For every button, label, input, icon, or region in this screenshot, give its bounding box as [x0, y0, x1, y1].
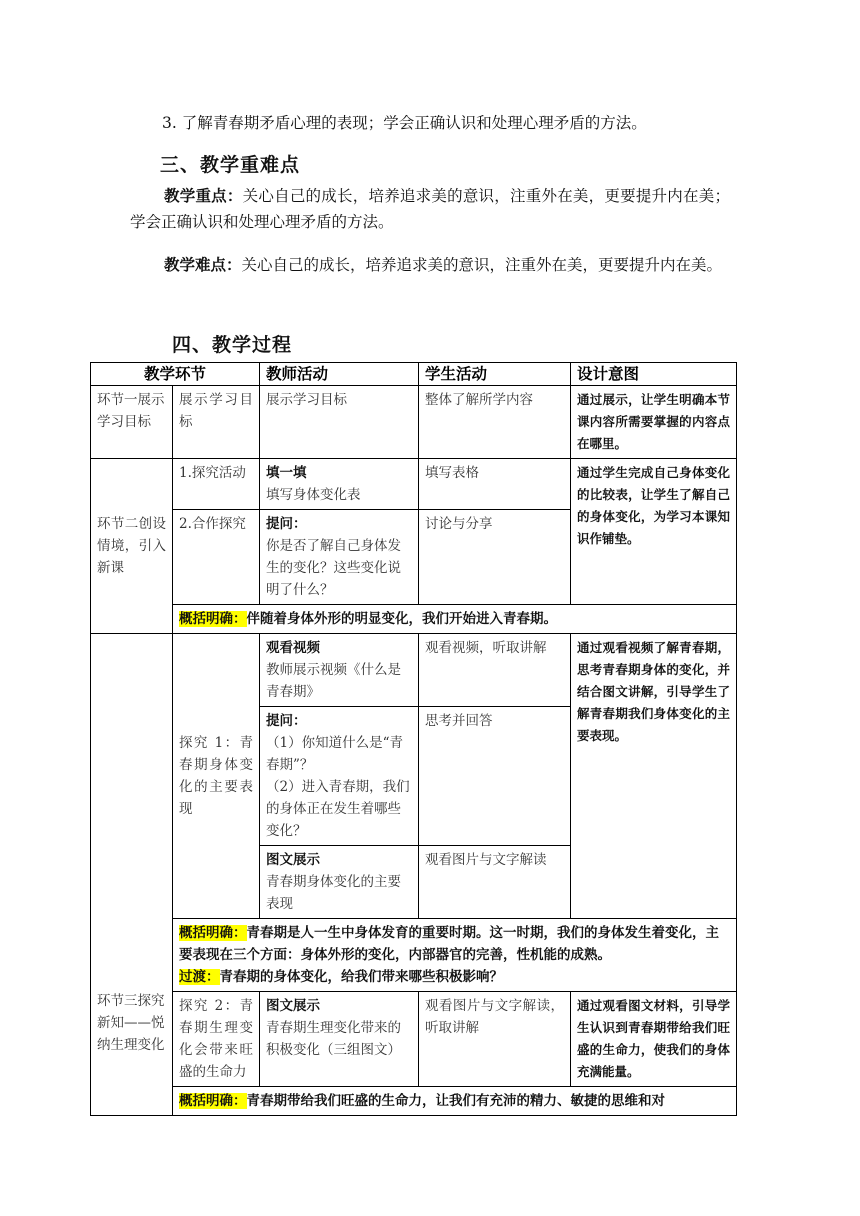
teaching-process-table [90, 362, 737, 1116]
teacher-activity-title: 填一填 [266, 465, 307, 481]
transition-label: 过渡： [179, 969, 220, 985]
student-cell: 讨论与分享 [419, 510, 571, 605]
table-row [91, 459, 737, 510]
student-cell: 观看图片与文字解读 [419, 846, 571, 919]
question-2: （2）进入青春期，我们的身体正在发生着哪些变化？ [266, 779, 410, 839]
stage-cell: 环节三探究新知——悦纳生理变化 [91, 634, 173, 1116]
teacher-cell [260, 634, 419, 707]
teacher-activity-body: 青春期生理变化带来的积极变化（三组图文） [266, 1020, 402, 1058]
sub-stage-cell: 探究 2：青春期生理变化会带来旺盛的生命力 [173, 992, 260, 1087]
sub-stage-cell: 1.探究活动 [173, 459, 260, 510]
table-header-row [91, 363, 737, 386]
table-row [91, 605, 737, 634]
difficult-points-paragraph [130, 252, 730, 278]
table-row [91, 919, 737, 992]
teacher-activity-title: 图文展示 [266, 852, 321, 868]
table-row [91, 1087, 737, 1116]
student-cell: 思考并回答 [419, 707, 571, 846]
student-cell: 观看图片与文字解读，听取讲解 [419, 992, 571, 1087]
student-cell: 填写表格 [419, 459, 571, 510]
summary-text: 青春期带给我们旺盛的生命力，让我们有充沛的精力、敏捷的思维和对 [246, 1093, 665, 1109]
teacher-activity-title: 图文展示 [266, 998, 321, 1014]
sub-stage-cell: 探究 1：青春期身体变化的主要表现 [173, 634, 260, 919]
summary-label: 概括明确： [179, 611, 247, 627]
intent-cell: 通过展示，让学生明确本节课内容所需要掌握的内容点在哪里。 [571, 386, 737, 459]
teacher-cell [260, 707, 419, 846]
teacher-activity-title: 提问： [266, 516, 307, 532]
objective-item-3: 3. 了解青春期矛盾心理的表现；学会正确认识和处理心理矛盾的方法。 [162, 114, 647, 132]
stage-cell: 环节一展示学习目标 [91, 386, 173, 459]
teacher-activity-body: 青春期身体变化的主要表现 [266, 874, 402, 912]
sub-stage-cell: 2.合作探究 [173, 510, 260, 605]
header-teacher: 教师活动 [260, 363, 419, 386]
summary-text: 青春期是人一生中身体发育的重要时期。这一时期，我们的身体发生着变化，主要表现在三个方面：身体外形的变化，内部器官的完善，性机能的成熟。 [179, 925, 719, 963]
summary-cell [173, 605, 737, 634]
teacher-activity-title: 观看视频 [266, 640, 321, 656]
table-row [91, 634, 737, 707]
question-1: （1）你知道什么是“青春期”？ [266, 735, 404, 773]
teacher-activity-body: 你是否了解自己身体发生的变化？这些变化说明了什么？ [266, 538, 402, 598]
difficult-points-label: 教学难点： [164, 256, 242, 274]
table-row [91, 992, 737, 1087]
intent-cell: 通过观看视频了解青春期，思考青春期身体的变化，并结合图文讲解，引导学生了解青春期我们身体变化的主要表现。 [571, 634, 737, 919]
section-heading-process: 四、教学过程 [172, 334, 293, 356]
student-cell: 观看视频，听取讲解 [419, 634, 571, 707]
teacher-cell [260, 459, 419, 510]
key-points-paragraph [130, 183, 730, 235]
header-student: 学生活动 [419, 363, 571, 386]
teacher-cell [260, 846, 419, 919]
difficult-points-text: 关心自己的成长，培养追求美的意识，注重外在美，更要提升内在美。 [241, 256, 723, 274]
stage-cell: 环节二创设情境，引入新课 [91, 459, 173, 634]
teacher-cell [260, 510, 419, 605]
key-points-text: 关心自己的成长，培养追求美的意识，注重外在美，更要提升内在美；学会正确认识和处理心理矛盾的方法。 [130, 187, 730, 231]
table-row [91, 386, 737, 459]
section-heading-difficulties: 三、教学重难点 [160, 154, 301, 176]
summary-text: 伴随着身体外形的明显变化，我们开始进入青春期。 [246, 611, 557, 627]
summary-label: 概括明确： [179, 1093, 247, 1109]
intent-cell: 通过学生完成自己身体变化的比较表，让学生了解自己的身体变化，为学习本课知识作铺垫。 [571, 459, 737, 605]
sub-stage-cell: 展示学习目标 [173, 386, 260, 459]
header-stage: 教学环节 [91, 363, 260, 386]
header-intent: 设计意图 [571, 363, 737, 386]
summary-cell [173, 1087, 737, 1116]
summary-label: 概括明确： [179, 925, 247, 941]
teacher-cell [260, 992, 419, 1087]
teacher-activity-body: 填写身体变化表 [266, 487, 361, 503]
teacher-activity-body: 教师展示视频《什么是青春期》 [266, 662, 402, 700]
key-points-label: 教学重点： [164, 187, 243, 205]
intent-cell: 通过观看图文材料，引导学生认识到青春期带给我们旺盛的生命力，使我们的身体充满能量。 [571, 992, 737, 1087]
student-cell: 整体了解所学内容 [419, 386, 571, 459]
transition-text: 青春期的身体变化，给我们带来哪些积极影响？ [219, 969, 503, 985]
summary-cell [173, 919, 737, 992]
teacher-cell: 展示学习目标 [260, 386, 419, 459]
teacher-activity-title: 提问： [266, 713, 307, 729]
